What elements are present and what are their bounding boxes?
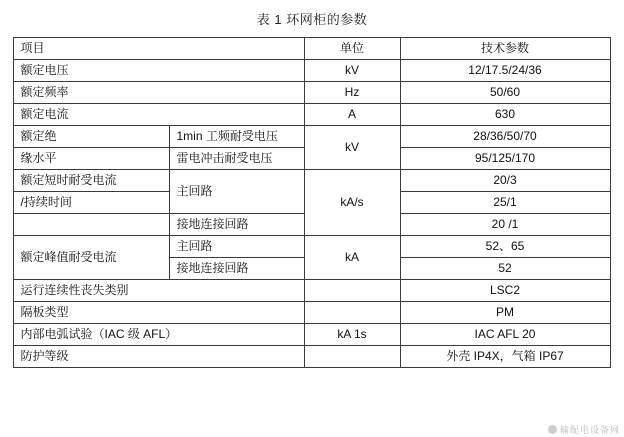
row-unit: A: [304, 104, 400, 126]
row-value: 12/17.5/24/36: [400, 60, 610, 82]
table-row: [14, 346, 610, 368]
row-item: 防护等级: [14, 346, 304, 368]
table-row: [14, 280, 610, 302]
short-time-value-earth: 20 /1: [400, 214, 610, 236]
short-time-unit: kA/s: [304, 170, 400, 236]
row-item: 额定频率: [14, 82, 304, 104]
short-time-value-main-1: 20/3: [400, 170, 610, 192]
row-unit: [304, 280, 400, 302]
watermark-logo-icon: [548, 425, 557, 434]
insulation-label-line1: 额定绝: [14, 126, 170, 148]
table-row-short-time-1: [14, 170, 610, 192]
row-item: 隔板类型: [14, 302, 304, 324]
table-caption: 表 1 环网柜的参数: [256, 12, 368, 27]
short-time-label-spacer: [14, 214, 170, 236]
header-unit: 单位: [304, 38, 400, 60]
row-value: 外壳 IP4X，气箱 IP67: [400, 346, 610, 368]
header-value: 技术参数: [400, 38, 610, 60]
table-row: [14, 324, 610, 346]
row-value: IAC AFL 20: [400, 324, 610, 346]
short-time-sub-earth-circuit: 接地连接回路: [170, 214, 304, 236]
row-item: 运行连续性丧失类别: [14, 280, 304, 302]
insulation-unit: kV: [304, 126, 400, 170]
peak-label: 额定峰值耐受电流: [14, 236, 170, 280]
parameters-table: [13, 37, 610, 368]
watermark-text: 输配电设备网: [559, 425, 620, 435]
row-value: 50/60: [400, 82, 610, 104]
row-item: 额定电压: [14, 60, 304, 82]
short-time-label-line1: 额定短时耐受电流: [14, 170, 170, 192]
row-value: LSC2: [400, 280, 610, 302]
table-row: [14, 82, 610, 104]
row-unit: [304, 346, 400, 368]
table-row: [14, 60, 610, 82]
insulation-value-lightning: 95/125/170: [400, 148, 610, 170]
peak-value-earth: 52: [400, 258, 610, 280]
row-value: 630: [400, 104, 610, 126]
short-time-sub-main-circuit: 主回路: [170, 170, 304, 214]
table-header-row: [14, 38, 610, 60]
insulation-sub-power-frequency: 1min 工频耐受电压: [170, 126, 304, 148]
row-unit: [304, 302, 400, 324]
row-unit: kA 1s: [304, 324, 400, 346]
watermark: [548, 423, 620, 436]
row-unit: Hz: [304, 82, 400, 104]
insulation-value-power-frequency: 28/36/50/70: [400, 126, 610, 148]
short-time-value-main-2: 25/1: [400, 192, 610, 214]
table-row: [14, 104, 610, 126]
insulation-sub-lightning: 雷电冲击耐受电压: [170, 148, 304, 170]
header-item: 项目: [14, 38, 304, 60]
short-time-label-line2: /持续时间: [14, 192, 170, 214]
peak-value-main: 52、65: [400, 236, 610, 258]
peak-sub-main-circuit: 主回路: [170, 236, 304, 258]
table-row-insulation-1: [14, 126, 610, 148]
insulation-label-line2: 缘水平: [14, 148, 170, 170]
table-row-peak-1: [14, 236, 610, 258]
row-item: 额定电流: [14, 104, 304, 126]
table-row: [14, 302, 610, 324]
peak-sub-earth-circuit: 接地连接回路: [170, 258, 304, 280]
row-unit: kV: [304, 60, 400, 82]
row-value: PM: [400, 302, 610, 324]
peak-unit: kA: [304, 236, 400, 280]
row-item: 内部电弧试验（IAC 级 AFL）: [14, 324, 304, 346]
